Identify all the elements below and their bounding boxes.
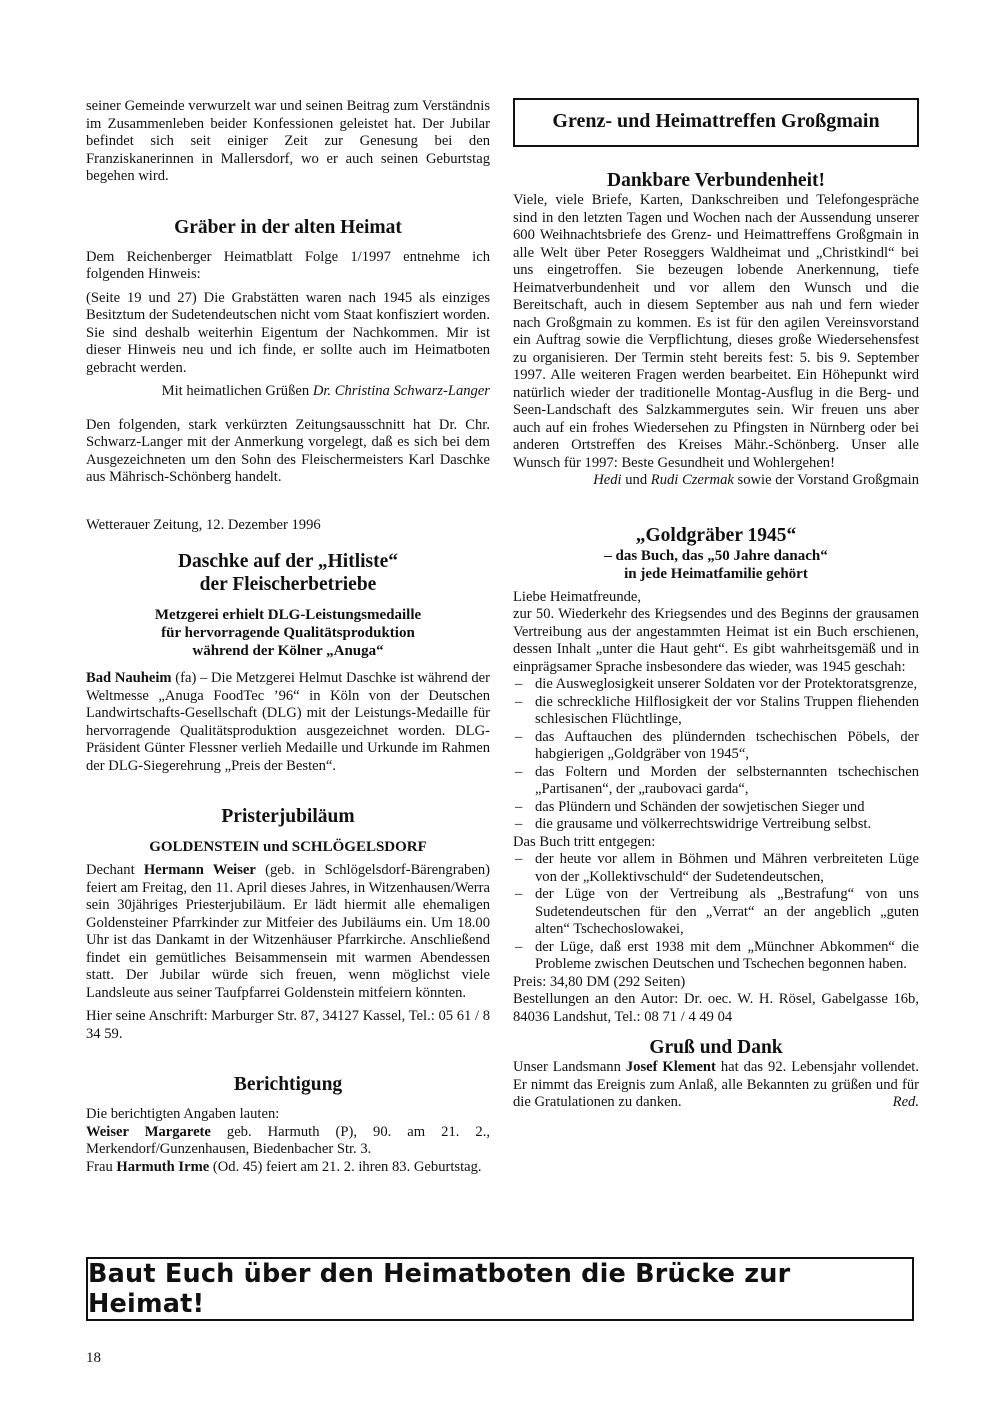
gold-list-2 bbox=[513, 851, 919, 974]
list-item: – das Plündern und Schänden der sowjetischen Sieger und bbox=[513, 799, 919, 817]
entry-1-name: Weiser Margarete bbox=[86, 1123, 211, 1140]
list-item: – die schreckliche Hilflosigkeit der vor Stalins Truppen fliehenden schlesischen Flüchtlinge, bbox=[513, 694, 919, 729]
list-item: – die grausame und völkerrechtswidrige Vertreibung selbst. bbox=[513, 816, 919, 834]
dank-signature bbox=[513, 472, 919, 490]
daschke-body bbox=[86, 670, 490, 775]
graeber-heading: Gräber in der alten Heimat bbox=[174, 216, 402, 238]
list-item: – der heute vor allem in Böhmen und Mähren verbreiteten Lüge von der „Kollektivschuld“ der Sudetendeutschen, bbox=[513, 851, 919, 886]
list-item: – das Auftauchen des plündernden tschechischen Pöbels, der habgierigen „Goldgräber von 1945“, bbox=[513, 729, 919, 764]
gold-list-1 bbox=[513, 676, 919, 834]
gold-heading: „Goldgräber 1945“ bbox=[635, 524, 797, 546]
gruss-heading: Gruß und Dank bbox=[649, 1037, 783, 1058]
priester-body bbox=[86, 862, 490, 1002]
entry-2-pre: Frau bbox=[86, 1158, 117, 1175]
greeting-text: Mit heimatlichen Grüßen bbox=[161, 383, 310, 399]
sig-name-2: Rudi Czermak bbox=[650, 472, 734, 488]
graeber-p1: Dem Reichenberger Heimatblatt Folge 1/1997 entnehme ich folgenden Hinweis: bbox=[86, 248, 490, 282]
berichtigung-entry-1 bbox=[86, 1124, 490, 1159]
list-item: – die Ausweglosigkeit unserer Soldaten vor der Protektoratsgrenze, bbox=[513, 676, 919, 694]
daschke-sub-2: für hervorragende Qualitätsproduktion bbox=[161, 625, 415, 641]
berichtigung-heading: Berichtigung bbox=[233, 1074, 343, 1095]
gold-intro: zur 50. Wiederkehr des Kriegsendes und des Beginns der grausamen Vertreibung aus der angestammten Heimat ist ein Buch erschienen, dessen Inhalt „unter die Haut geht“. Es gibt wahrheitsgemäß und in einprägsamer Sprache insbesondere das wieder, was 1945 geschah: bbox=[513, 606, 919, 675]
daschke-sub-1: Metzgerei erhielt DLG-Leistungsmedaille bbox=[154, 607, 422, 623]
list-item: – der Lüge, daß erst 1938 mit dem „Münchner Abkommen“ die Probleme zwischen Deutschen und Tschechen begonnen haben. bbox=[513, 939, 919, 974]
priester-address: Hier seine Anschrift: Marburger Str. 87, 34127 Kassel, Tel.: 05 61 / 8 34 59. bbox=[86, 1008, 490, 1042]
graeber-p2: (Seite 19 und 27) Die Grabstätten waren nach 1945 als einziges Besitztum der Sudetendeutschen nicht vom Staat konfisziert worden. Sie sind deshalb weiterhin Eigentum der Nachkommen. Mir ist dieser Hinweis neu und ich finde, er sollte auch im Heimatboten gebracht werden. bbox=[86, 289, 490, 376]
entry-2-text: (Od. 45) feiert am 21. 2. ihren 83. Geburtstag. bbox=[209, 1158, 482, 1175]
left-column bbox=[86, 98, 490, 1176]
gold-order: Bestellungen an den Autor: Dr. oec. W. H. Rösel, Gabelgasse 16b, 84036 Landshut, Tel.: 08 71 / 4 49 04 bbox=[513, 991, 919, 1025]
dank-body: Viele, viele Briefe, Karten, Dankschreiben und Telefongespräche sind in den letzten Tagen und Wochen nach der Aussendung unserer 600 Weihnachtsbriefe des Grenz- und Heimattreffens Großgmain in alle Welt über Peter Roseggers Waldheimat und „Christkindl“ bei uns eingetroffen. Sie bezeugen lobende Anerkennung, tiefe Heimatverbundenheit und vor allem den Wunsch und die Bereitschaft, auch in diesem September aus nah und fern wieder nach Großgmain zu kommen. Es ist für den agilen Vereinsvorstand ein Auftrag sowie die Verpflichtung, dieses große Wiedersehensfest zu organisieren. Der Termin steht bereits fest: 5. bis 9. September 1997. Alle weiteren Fragen werden bearbeitet. Ein Höhepunkt wird natürlich wieder der traditionelle Montag-Ausflug in die Berg- und Seen-Landschaft des Salzkammergutes sein. Wir freuen uns aber auch auf ein frohes Wiedersehen zu Pfingsten in Nürnberg oder bei anderen Ortstreffen des Kreises Mähr.-Schönberg. Unser alle Wunsch für 1997: Beste Gesundheit und Wohlergehen! bbox=[513, 192, 919, 471]
priester-heading: Pristerjubiläum bbox=[221, 806, 355, 827]
boxed-section-title: Grenz- und Heimattreffen Großgmain bbox=[513, 98, 919, 147]
berichtigung-entry-2 bbox=[86, 1159, 490, 1177]
graeber-p3: Den folgenden, stark verkürzten Zeitungsausschnitt hat Dr. Chr. Schwarz-Langer mit der Anmerkung vorgelegt, daß es sich bei dem Ausgezeichneten um den Sohn des Fleischermeisters Karl Daschke aus Mährisch-Schönberg handelt. bbox=[86, 416, 490, 485]
entry-2-name: Harmuth Irme bbox=[116, 1158, 210, 1175]
gruss-signature: Red. bbox=[892, 1094, 919, 1110]
sig-name-1: Hedi bbox=[593, 472, 622, 488]
daschke-lead: Bad Nauheim bbox=[86, 670, 172, 686]
right-column bbox=[513, 98, 919, 1112]
graeber-signature bbox=[86, 383, 490, 401]
gruss-text: hat das 92. Lebensjahr vollendet. Er nimmt das Ereignis zum Anlaß, alle Bekannten zu grüßen und für die Gratulationen zu danken. bbox=[513, 1059, 919, 1110]
author-name: Dr. Christina Schwarz-Langer bbox=[312, 383, 490, 399]
priester-name: Hermann Weiser bbox=[143, 862, 256, 878]
gruss-name: Josef Klement bbox=[625, 1059, 716, 1075]
berichtigung-intro: Die berichtigten Angaben lauten: bbox=[86, 1106, 280, 1122]
gruss-body bbox=[513, 1059, 919, 1112]
gold-sub-1: – das Buch, das „50 Jahre danach“ bbox=[604, 547, 828, 564]
priester-pre: Dechant bbox=[86, 862, 144, 878]
list-item: – der Lüge von der Vertreibung als „Bestrafung“ von uns Sudetendeutschen für den „Verrat“ an der angeblich „guten alten“ Tschechoslowakei, bbox=[513, 886, 919, 939]
intro-paragraph: seiner Gemeinde verwurzelt war und seinen Beitrag zum Verständnis im Zusammenleben beider Konfessionen geleistet hat. Der Jubilar befindet sich seit einiger Zeit zur Genesung bei den Franziskanerinnen in Mallersdorf, wo er auch seinen Geburtstag begehen wird. bbox=[86, 98, 490, 184]
gold-counter: Das Buch tritt entgegen: bbox=[513, 833, 656, 850]
page-number: 18 bbox=[86, 1350, 101, 1366]
list-item: – das Foltern und Morden der selbsternannten tschechischen „Partisanen“, der „raubovaci garda“, bbox=[513, 764, 919, 799]
gruss-pre: Unser Landsmann bbox=[513, 1059, 626, 1075]
priester-subheading: GOLDENSTEIN und SCHLÖGELSDORF bbox=[149, 839, 427, 855]
bottom-banner: Baut Euch über den Heimatboten die Brücke zur Heimat! bbox=[86, 1257, 914, 1321]
gold-salutation: Liebe Heimatfreunde, bbox=[513, 588, 642, 605]
sig-und: und bbox=[621, 472, 651, 488]
dank-heading: Dankbare Verbundenheit! bbox=[607, 170, 825, 191]
sig-rest: sowie der Vorstand Großgmain bbox=[733, 472, 919, 488]
daschke-sub-3: während der Kölner „Anuga“ bbox=[192, 643, 384, 659]
entry-1-text: geb. Harmuth (P), 90. am 21. 2., Merkendorf/Gunzenhausen, Biedenbacher Str. 3. bbox=[86, 1123, 491, 1157]
daschke-heading-2: der Fleischerbetriebe bbox=[199, 574, 377, 595]
gold-sub-2: in jede Heimatfamilie gehört bbox=[624, 565, 808, 582]
priester-text: (geb. in Schlögelsdorf-Bärengraben) feiert am Freitag, den 11. April dieses Jahres, in Witzenhausen/Werra sein 30jähriges Priesterjubiläum. Er lädt hiermit alle ehemaligen Goldensteiner Pfarrkinder zur Mitfeier des Jubiläums ein. Um 18.00 Uhr ist das Dankamt in der Witzenhäuser Pfarrkirche. Anschließend findet ein gemütliches Beisammensein mit warmen Abendessen statt. Der Jubilar würde sich freuen, wenn möglichst viele Landsleute aus seiner Taufpfarrei Goldenstein mitfeiern könnten. bbox=[86, 862, 490, 1001]
gold-price: Preis: 34,80 DM (292 Seiten) bbox=[513, 973, 686, 990]
daschke-heading-1: Daschke auf der „Hitliste“ bbox=[177, 551, 399, 572]
daschke-text: (fa) – Die Metzgerei Helmut Daschke ist während der Weltmesse „Anuga FoodTec ’96“ in Köln von der Deutschen Landwirtschafts-Gesellschaft (DLG) mit der Leistungs-Medaille für hervorragende Qualitätsproduktion ausgezeichnet worden. DLG-Präsident Günter Flessner verlieh Medaille und Urkunde im Rahmen der DLG-Siegerehrung „Preis der Besten“. bbox=[86, 670, 490, 774]
source-line: Wetterauer Zeitung, 12. Dezember 1996 bbox=[86, 516, 321, 533]
